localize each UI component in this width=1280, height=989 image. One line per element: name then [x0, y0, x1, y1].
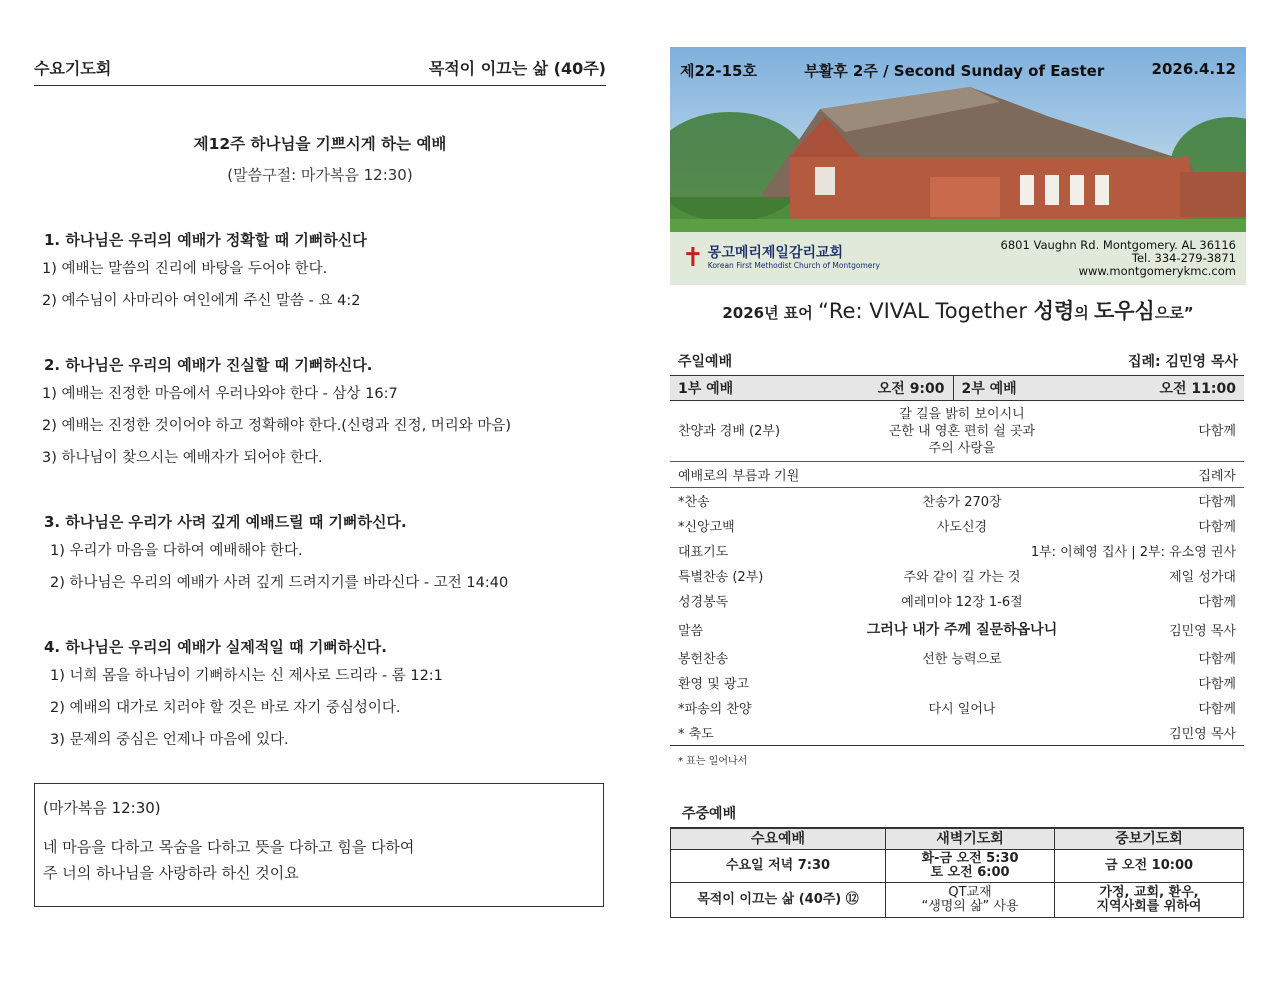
order-item: 찬양과 경배 (2부): [670, 401, 846, 462]
church-address: 6801 Vaughn Rd. Montgomery. AL 36116: [1000, 238, 1236, 252]
issue-number: 제22-15호: [680, 62, 757, 80]
motto-suffix: 으로”: [1154, 304, 1194, 322]
section-item: 1) 예배는 말씀의 진리에 바탕을 두어야 한다.: [42, 261, 328, 277]
section-item: 1) 너희 몸을 하나님이 기뻐하시는 신 제사로 드리라 - 롬 12:1: [50, 668, 443, 684]
weekday-header-row: [671, 828, 1244, 850]
order-content: 주와 같이 길 가는 것: [903, 570, 1021, 585]
section-item: 1) 예배는 진정한 마음에서 우러나와야 한다 - 삼상 16:7: [42, 386, 398, 402]
section-item: 1) 우리가 마음을 다하여 예배해야 한다.: [50, 543, 303, 559]
motto-revival: “Re: VIVAL: [818, 299, 936, 323]
order-item: 대표기도: [678, 545, 729, 560]
order-item: 환영 및 광고: [678, 677, 750, 692]
order-item: *파송의 찬양: [678, 702, 752, 717]
church-name-en: Korean First Methodist Church of Montgomery: [707, 261, 880, 270]
service-times-row: [670, 376, 1244, 401]
motto-prefix: 2026년 표어: [722, 304, 818, 322]
section-heading: 1. 하나님은 우리의 예배가 정확할 때 기뻐하신다: [44, 231, 367, 249]
order-content: [846, 720, 1078, 746]
order-leader: 다함께: [1198, 595, 1236, 610]
table-row: [670, 720, 1244, 746]
weekday-header: 수요예배: [671, 828, 886, 850]
sermon-subtitle: (말씀구절: 마가복음 12:30): [227, 166, 413, 184]
section-3: [34, 511, 606, 594]
table-row: [670, 462, 1244, 488]
weekday-cell: 수요일 저녁 7:30: [671, 850, 886, 883]
weekday-row: [671, 883, 1244, 918]
weekday-header: 중보기도회: [1055, 828, 1244, 850]
section-4: [34, 636, 606, 751]
order-item: * 축도: [670, 720, 846, 746]
liturgical-week: 부활후 2주 / Second Sunday of Easter: [804, 62, 1105, 80]
order-item: 예배로의 부름과 기원: [670, 462, 846, 488]
second-service: 2부 예배: [953, 376, 1070, 401]
section-item: 3) 하나님이 찾으시는 예배자가 되어야 한다.: [42, 450, 323, 466]
weekday-cell: 목적이 이끄는 삶 (40주) ⑫: [671, 883, 886, 918]
order-leader: 김민영 목사: [1078, 720, 1244, 746]
order-item: 봉헌찬송: [678, 652, 729, 667]
table-row: [670, 563, 1244, 588]
verse-line: 네 마음을 다하고 목숨을 다하고 뜻을 다하고 힘을 다하여: [43, 838, 415, 856]
weekday-header: 새벽기도회: [886, 828, 1055, 850]
weekday-table: [670, 827, 1244, 918]
motto-particle: 의: [1074, 304, 1094, 322]
order-leader: 다함께: [1198, 652, 1236, 667]
church-name: 몽고메리제일감리교회: [707, 245, 844, 261]
header-left: 수요기도회: [34, 59, 112, 78]
left-page: [34, 48, 606, 761]
second-service-time: 오전 11:00: [1070, 376, 1244, 401]
order-item: 특별찬송 (2부): [678, 570, 764, 585]
weekday-cell: [886, 883, 1055, 918]
right-page: [670, 47, 1246, 918]
section-item: 2) 하나님은 우리의 예배가 사려 깊게 드려지기를 바라신다 - 고전 14:40: [50, 575, 509, 591]
left-header: [34, 48, 606, 86]
order-content: 찬송가 270장: [922, 495, 1002, 510]
order-item: *신앙고백: [678, 520, 735, 535]
order-content: 선한 능력으로: [922, 652, 1002, 667]
bulletin-header: [680, 60, 1236, 81]
section-1: [34, 229, 606, 312]
service-order-table: [670, 375, 1244, 401]
order-item: 성경봉독: [678, 595, 729, 610]
cross-flame-icon: ✝: [682, 243, 704, 273]
table-row: [670, 613, 1244, 645]
order-content: 예레미야 12장 1-6절: [901, 595, 1023, 610]
church-web[interactable]: www.montgomerykmc.com: [1078, 264, 1236, 278]
verse-ref: (마가복음 12:30): [43, 799, 161, 817]
sermon-title-cell: 그러나 내가 주께 질문하옵나니: [866, 622, 1058, 638]
section-item: 2) 예배의 대가로 치러야 할 것은 바로 자기 중심성이다.: [50, 700, 401, 716]
weekday-cell: 금 오전 10:00: [1055, 850, 1244, 883]
weekday-row: [671, 850, 1244, 883]
order-leader: 다함께: [1198, 677, 1236, 692]
section-heading: 3. 하나님은 우리가 사려 깊게 예배드릴 때 기뻐하신다.: [44, 513, 407, 531]
verse-line: 주 너의 하나님을 사랑하라 하신 것이요: [43, 864, 299, 882]
weekday-cell-text: 화-금 오전 5:30 토 오전 6:00: [921, 851, 1019, 880]
sunday-service-bar: [670, 351, 1246, 371]
sunday-label: 주일예배: [678, 354, 733, 370]
order-item: 말씀: [678, 623, 704, 639]
section-2: [34, 354, 606, 469]
section-item: 2) 예수님이 사마리아 여인에게 주신 말씀 - 요 4:2: [42, 293, 361, 309]
section-heading: 2. 하나님은 우리의 예배가 진실할 때 기뻐하신다.: [44, 356, 373, 374]
weekday-cell-text: 가정, 교회, 환우, 지역사회를 위하여: [1096, 885, 1202, 914]
header-right: 목적이 이끄는 삶 (40주): [428, 59, 606, 78]
order-leader: 다함께: [1198, 495, 1236, 510]
bulletin-date: 2026.4.12: [1151, 60, 1236, 78]
church-banner: [670, 47, 1246, 285]
section-item: 2) 예배는 진정한 것이어야 하고 정확해야 한다.(신령과 진정, 머리와 마음): [42, 418, 512, 434]
order-item: *찬송: [678, 495, 710, 510]
motto-together: Together: [935, 299, 1034, 323]
order-content: [846, 401, 1078, 462]
church-contact: [1001, 239, 1236, 278]
section-item: 3) 문제의 중심은 언제나 마음에 있다.: [50, 732, 289, 748]
church-tel: Tel. 334-279-3871: [1131, 251, 1236, 265]
table-row: [670, 538, 1244, 563]
order-leader: 다함께: [1198, 702, 1236, 717]
order-content: [846, 670, 1078, 695]
table-row: [670, 645, 1244, 670]
table-row: [670, 695, 1244, 720]
year-motto: [670, 295, 1246, 325]
order-leader: 1부: 이혜영 집사 | 2부: 유소영 권사: [1030, 545, 1236, 560]
order-content-text: 갈 길을 밝히 보이시니 곤한 내 영혼 편히 쉴 곳과 주의 사랑을: [888, 406, 1036, 456]
church-logo: [682, 243, 880, 273]
weekday-label: 주중예배: [682, 806, 737, 822]
order-leader: 김민영 목사: [1169, 623, 1236, 639]
motto-spirit: 성령: [1033, 299, 1075, 323]
verse-box: [34, 783, 604, 907]
order-content: [846, 462, 1078, 488]
order-content: 다시 일어나: [928, 702, 996, 717]
order-leader: 다함께: [1198, 520, 1236, 535]
sermon-title: 제12주 하나님을 기쁘시게 하는 예배: [193, 135, 447, 153]
order-leader: 다함께: [1078, 401, 1244, 462]
table-row: [670, 588, 1244, 613]
order-content: 사도신경: [936, 520, 988, 535]
weekday-cell-text: QT교재 “생명의 삶” 사용: [921, 885, 1019, 914]
officiant: 집례: 김민영 목사: [1127, 354, 1238, 370]
order-leader: 집례자: [1078, 462, 1244, 488]
order-leader: 제일 성가대: [1169, 570, 1236, 585]
standing-note: * 표는 일어나서: [678, 756, 748, 767]
table-row: [670, 488, 1244, 514]
weekday-cell: [886, 850, 1055, 883]
service-order-rows: [670, 401, 1244, 746]
first-service-time: 오전 9:00: [796, 376, 953, 401]
section-heading: 4. 하나님은 우리의 예배가 실제적일 때 기뻐하신다.: [44, 638, 387, 656]
first-service: 1부 예배: [670, 376, 796, 401]
motto-help: 도우심: [1093, 299, 1155, 323]
table-row: [670, 670, 1244, 695]
table-row: [670, 513, 1244, 538]
weekday-cell: [1055, 883, 1244, 918]
table-row: [670, 401, 1244, 462]
